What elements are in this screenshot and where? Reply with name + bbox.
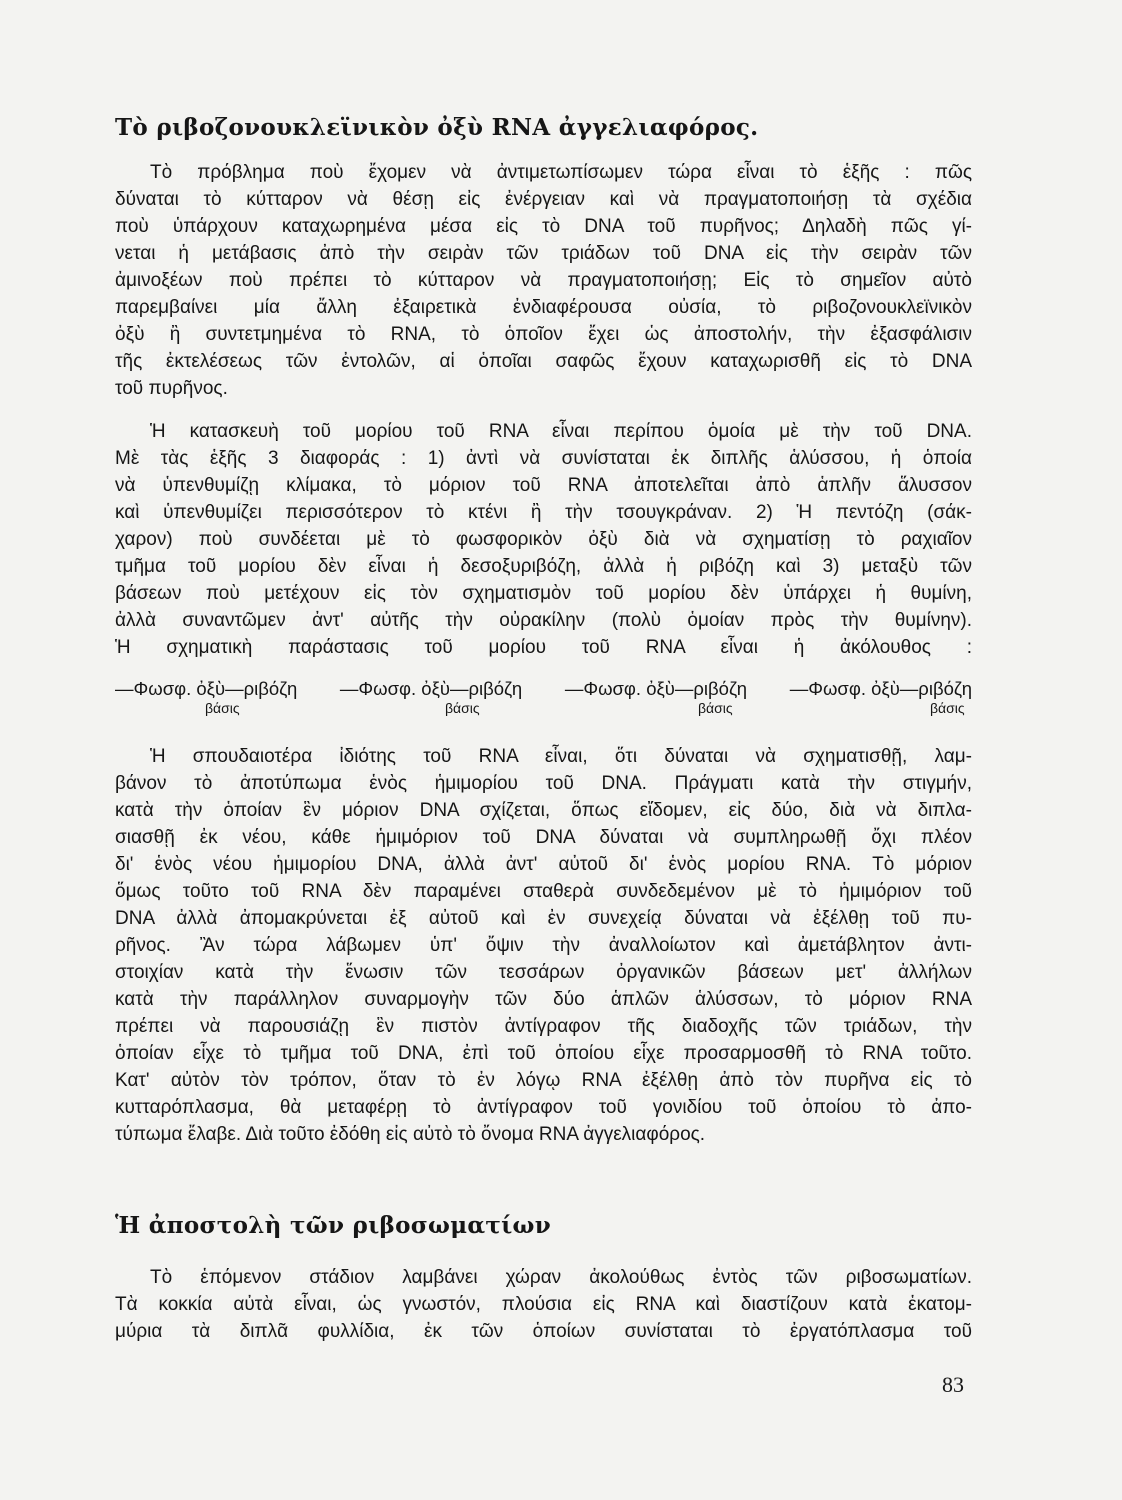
text-line: ρῆνος. Ἂν τώρα λάβωμεν ὑπ' ὄψιν τὴν ἀναλλοίωτον καὶ ἀμετάβλητον ἀντι- [115,935,972,956]
text-line: ἀμινοξέων ποὺ πρέπει τὸ κύτταρον νὰ πραγματοποιήσῃ; Εἰς τὸ σημεῖον αὐτὸ [115,270,972,291]
text-line: στοιχίαν κατὰ τὴν ἕνωσιν τῶν τεσσάρων ὀργανικῶν βάσεων μετ' ἀλλήλων [115,962,972,983]
text-line: χαρον) ποὺ συνδέεται μὲ τὸ φωσφορικὸν ὀξὺ διὰ νὰ σχηματίσῃ τὸ ραχιαῖον [115,529,972,550]
paragraph [115,1264,972,1345]
base-label: βάσις [205,700,240,716]
text-line: σιασθῇ ἐκ νέου, κάθε ἡμιμόριον τοῦ DNA δύναται νὰ συμπληρωθῇ ὄχι πλέον [115,827,972,848]
text-line: τοῦ πυρῆνος. [115,378,228,399]
text-line: βάνον τὸ ἀποτύπωμα ἑνὸς ἡμιμορίου τοῦ DNA. Πράγματι κατὰ τὴν στιγμήν, [115,773,972,794]
text-line: νὰ ὑπενθυμίζῃ κλίμακα, τὸ μόριον τοῦ RNA ἀποτελεῖται ἀπὸ ἁπλῆν ἅλυσσον [115,475,972,496]
text-line: τῆς ἐκτελέσεως τῶν ἐντολῶν, αἱ ὁποῖαι σαφῶς ἔχουν καταχωρισθῆ εἰς τὸ DNA [115,351,972,372]
text-line: Ἡ σπουδαιοτέρα ἰδιότης τοῦ RNA εἶναι, ὅτι δύναται νὰ σχηματισθῇ, λαμ- [150,746,972,767]
text-line: δύναται τὸ κύτταρον νὰ θέσῃ εἰς ἐνέργειαν καὶ νὰ πραγματοποιήσῃ τὰ σχέδια [115,189,972,210]
text-line: ὀξὺ ἢ συντετμημένα τὸ RNA, τὸ ὁποῖον ἔχει ὡς ἀποστολήν, τὴν ἐξασφάλισιν [115,324,972,345]
text-line: DNA ἀλλὰ ἀπομακρύνεται ἐξ αὐτοῦ καὶ ἐν συνεχείᾳ δύναται νὰ ἐξέλθῃ τοῦ πυ- [115,908,972,929]
text-line: κατὰ τὴν παράλληλον συναρμογὴν τῶν δύο ἁπλῶν ἁλύσσων, τὸ μόριον RNA [115,989,972,1010]
text-line: ποὺ ὑπάρχουν καταχωρημένα μέσα εἰς τὸ DNA τοῦ πυρῆνος; Δηλαδὴ πῶς γί- [115,216,972,237]
text-line: βάσεων ποὺ μετέχουν εἰς τὸν σχηματισμὸν τοῦ μορίου δὲν ὑπάρχει ἡ θυμίνη, [115,583,972,604]
base-label: βάσις [445,700,480,716]
text-line: τμῆμα τοῦ μορίου δὲν εἶναι ἡ δεσοξυριβόζη, ἀλλὰ ἡ ριβόζη καὶ 3) μεταξὺ τῶν [115,556,972,577]
paragraph [115,418,972,661]
section-title: Τὸ ριβοζονουκλεϊνικὸν ὀξὺ RNA ἀγγελιαφόρος. [115,114,759,141]
text-line: Μὲ τὰς ἑξῆς 3 διαφοράς : 1) ἀντὶ νὰ συνίσταται ἐκ διπλῆς ἁλύσσου, ἡ ὁποία [115,448,972,469]
section-title: Ἡ ἀποστολὴ τῶν ριβοσωματίων [115,1212,552,1239]
text-line: νεται ἡ μετάβασις ἀπὸ τὴν σειρὰν τῶν τριάδων τοῦ DNA εἰς τὴν σειρὰν τῶν [115,243,972,264]
text-line: Ἡ σχηματικὴ παράστασις τοῦ μορίου τοῦ RNA εἶναι ἡ ἀκόλουθος : [115,637,972,658]
text-line: κατὰ τὴν ὁποίαν ἓν μόριον DNA σχίζεται, ὅπως εἴδομεν, εἰς δύο, διὰ νὰ διπλα- [115,800,972,821]
paragraph [115,159,972,402]
page-number: 83 [942,1372,964,1397]
formula-segment: —Φωσφ. ὀξὺ—ριβόζη [789,678,972,699]
formula-segment: —Φωσφ. ὀξὺ—ριβόζη [564,678,748,699]
base-label: βάσις [698,700,733,716]
text-line: Τὸ ἑπόμενον στάδιον λαμβάνει χώραν ἀκολούθως ἐντὸς τῶν ριβοσωματίων. [150,1267,972,1288]
text-line: κυτταρόπλασμα, θὰ μεταφέρῃ τὸ ἀντίγραφον τοῦ γονιδίου τοῦ ὁποίου τὸ ἀπο- [115,1097,972,1118]
paragraph [115,743,972,1148]
text-line: τύπωμα ἔλαβε. Διὰ τοῦτο ἐδόθη εἰς αὐτὸ τὸ ὄνομα RNA ἀγγελιαφόρος. [115,1124,706,1145]
text-line: μύρια τὰ διπλᾶ φυλλίδια, ἐκ τῶν ὁποίων συνίσταται τὸ ἐργατόπλασμα τοῦ [115,1321,972,1342]
text-line: καὶ ὑπενθυμίζει περισσότερον τὸ κτένι ἢ τὴν τσουγκράναν. 2) Ἡ πεντόζη (σάκ- [115,502,972,523]
text-line: δι' ἑνὸς νέου ἡμιμορίου DNA, ἀλλὰ ἀντ' αὐτοῦ δι' ἑνὸς μορίου RNA. Τὸ μόριον [115,854,972,875]
text-line: Ἡ κατασκευὴ τοῦ μορίου τοῦ RNA εἶναι περίπου ὁμοία μὲ τὴν τοῦ DNA. [150,421,972,442]
rna-schematic-formula [115,678,972,720]
formula-segment: —Φωσφ. ὀξὺ—ριβόζη [115,678,298,699]
formula-segment: —Φωσφ. ὀξὺ—ριβόζη [339,678,523,699]
text-line: ὁποίαν εἶχε τὸ τμῆμα τοῦ DNA, ἐπὶ τοῦ ὁποίου εἶχε προσαρμοσθῆ τὸ RNA τοῦτο. [115,1043,972,1064]
text-line: Κατ' αὐτὸν τὸν τρόπον, ὅταν τὸ ἐν λόγῳ RNA ἐξέλθῃ ἀπὸ τὸν πυρῆνα εἰς τὸ [115,1070,972,1091]
text-line: ἀλλὰ συναντῶμεν ἀντ' αὐτῆς τὴν οὐρακίλην (πολὺ ὁμοίαν πρὸς τὴν θυμίνην). [115,610,972,631]
text-line: Τὸ πρόβλημα ποὺ ἔχομεν νὰ ἀντιμετωπίσωμεν τώρα εἶναι τὸ ἑξῆς : πῶς [150,162,972,183]
text-line: ὅμως τοῦτο τοῦ RNA δὲν παραμένει σταθερὰ συνδεδεμένον μὲ τὸ ἡμιμόριον τοῦ [115,881,972,902]
base-label: βάσις [930,700,965,716]
text-line: πρέπει νὰ παρουσιάζῃ ἓν πιστὸν ἀντίγραφον τῆς διαδοχῆς τῶν τριάδων, τὴν [115,1016,972,1037]
text-line: Τὰ κοκκία αὐτὰ εἶναι, ὡς γνωστόν, πλούσια εἰς RNA καὶ διαστίζουν κατὰ ἑκατομ- [115,1294,972,1315]
text-line: παρεμβαίνει μία ἄλλη ἐξαιρετικὰ ἐνδιαφέρουσα οὐσία, τὸ ριβοζονουκλεϊνικὸν [115,297,972,318]
